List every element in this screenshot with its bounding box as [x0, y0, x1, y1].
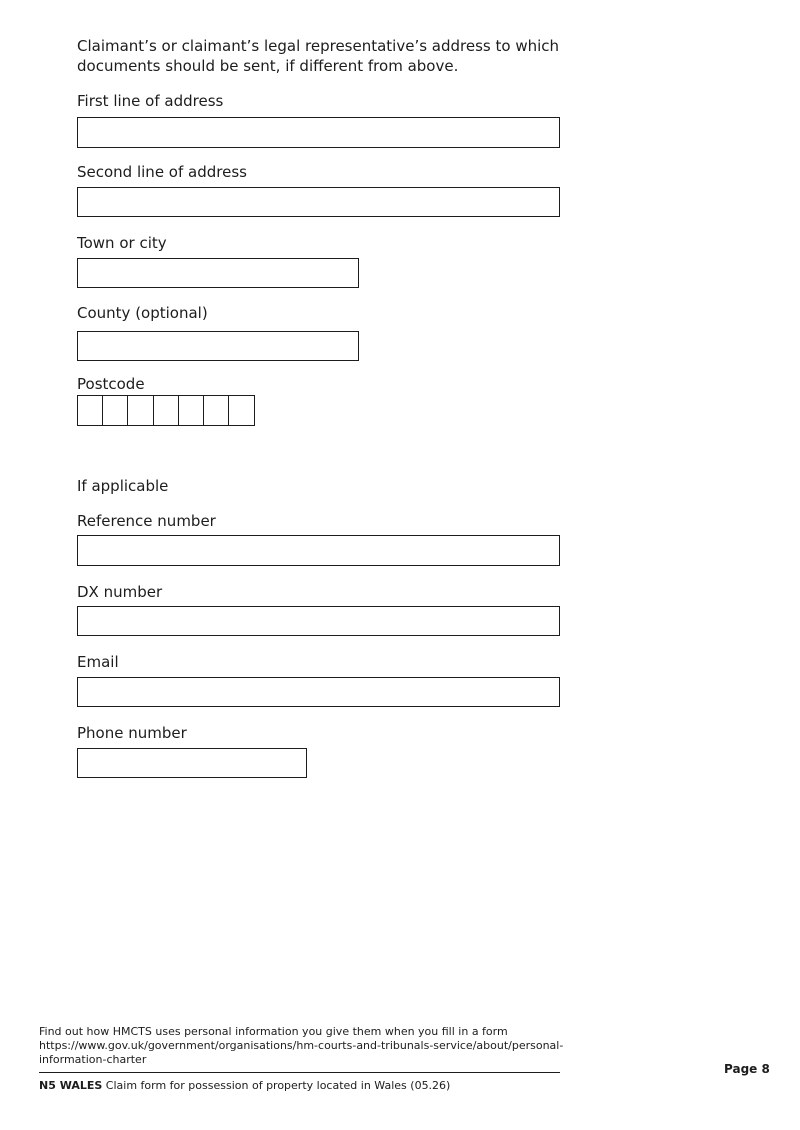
town-city-label: Town or city [77, 234, 167, 252]
first-line-address-field[interactable] [77, 117, 560, 148]
privacy-notice-line: Find out how HMCTS uses personal information you give them when you fill in a form [39, 1025, 508, 1038]
form-title: Claim form for possession of property located in Wales (05.26) [105, 1079, 451, 1092]
privacy-notice-url-continued: information-charter [39, 1053, 147, 1066]
page-number: Page 8 [724, 1062, 770, 1076]
second-line-address-field[interactable] [77, 187, 560, 217]
postcode-label: Postcode [77, 375, 145, 393]
town-city-field[interactable] [77, 258, 359, 288]
dx-number-field[interactable] [77, 606, 560, 636]
county-field[interactable] [77, 331, 359, 361]
reference-number-label: Reference number [77, 512, 216, 530]
postcode-cell[interactable] [228, 395, 255, 426]
postcode-cell[interactable] [153, 395, 180, 426]
form-identifier [39, 1079, 450, 1093]
second-line-address-label: Second line of address [77, 163, 247, 181]
section-intro: Claimant’s or claimant’s legal representative’s address to which documents should be sent, if different from above. [77, 37, 560, 75]
postcode-field [77, 395, 255, 426]
form-code: N5 WALES [39, 1079, 103, 1092]
phone-number-label: Phone number [77, 724, 187, 742]
reference-number-field[interactable] [77, 535, 560, 566]
email-field[interactable] [77, 677, 560, 707]
county-label: County (optional) [77, 304, 208, 322]
privacy-notice [39, 1025, 569, 1067]
privacy-notice-url: https://www.gov.uk/government/organisations/hm-courts-and-tribunals-service/about/personal- [39, 1039, 564, 1052]
footer-divider [39, 1072, 560, 1073]
first-line-address-label: First line of address [77, 92, 224, 110]
postcode-cell[interactable] [77, 395, 104, 426]
email-label: Email [77, 653, 119, 671]
postcode-cell[interactable] [102, 395, 129, 426]
postcode-cell[interactable] [178, 395, 205, 426]
phone-number-field[interactable] [77, 748, 307, 778]
postcode-cell[interactable] [127, 395, 154, 426]
postcode-cell[interactable] [203, 395, 230, 426]
if-applicable-heading: If applicable [77, 477, 169, 495]
dx-number-label: DX number [77, 583, 163, 601]
